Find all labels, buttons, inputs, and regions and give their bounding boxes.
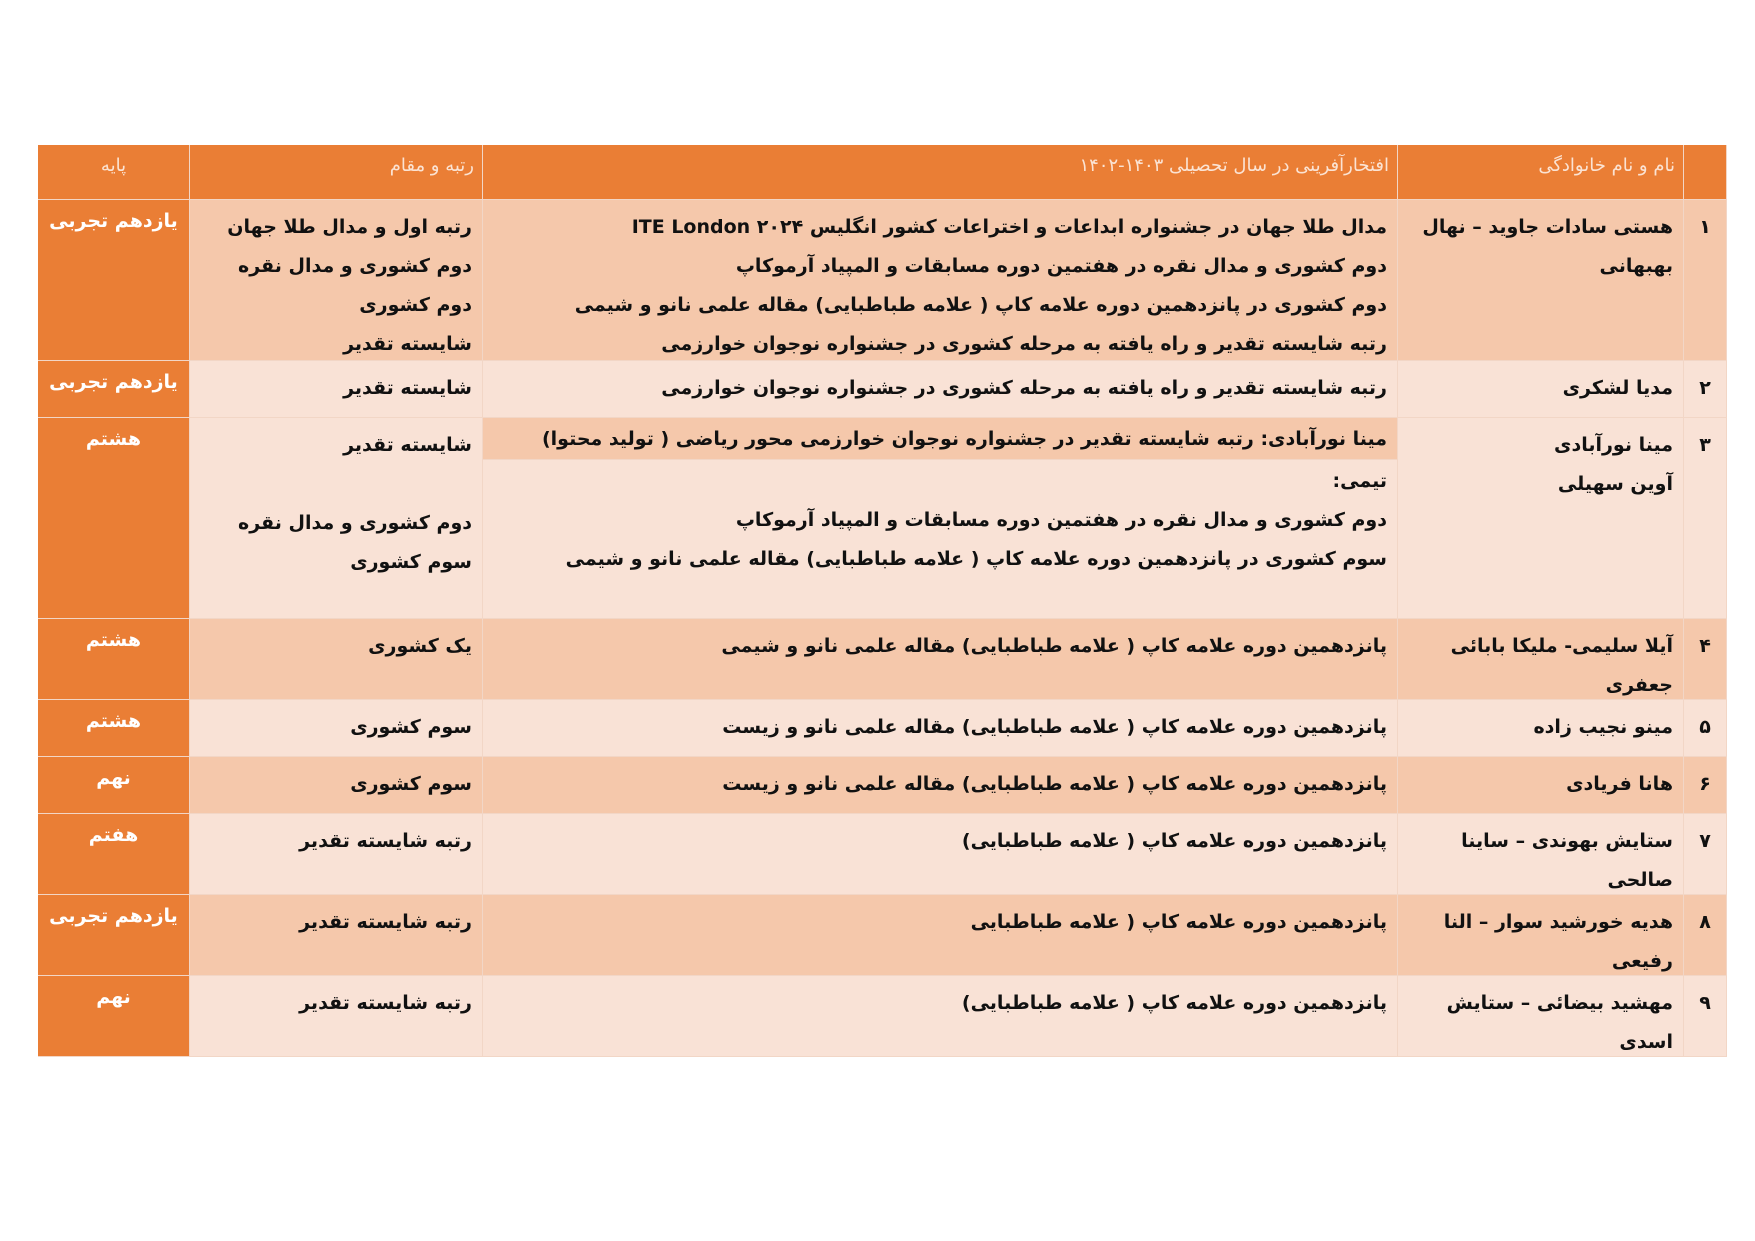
rank-cell: رتبه شایسته تقدیر bbox=[190, 895, 483, 976]
row-number: ۳ bbox=[1684, 418, 1727, 619]
rank-cell: سوم کشوری bbox=[190, 700, 483, 757]
row-number: ۴ bbox=[1684, 619, 1727, 700]
grade-cell: یازدهم تجربی bbox=[38, 895, 190, 976]
grade-cell: یازدهم تجربی bbox=[38, 200, 190, 361]
header-honors: افتخارآفرینی در سال تحصیلی ۱۴۰۳-۱۴۰۲ bbox=[483, 145, 1398, 200]
name-cell: آیلا سلیمی- ملیکا بابائی جعفری bbox=[1398, 619, 1684, 700]
grade-cell: نهم bbox=[38, 976, 190, 1057]
row-number: ۹ bbox=[1684, 976, 1727, 1057]
rank-cell: رتبه اول و مدال طلا جهان دوم کشوری و مدال نقره دوم کشوری شایسته تقدیر bbox=[190, 200, 483, 361]
grade-cell: هشتم bbox=[38, 700, 190, 757]
honors-cell: پانزدهمین دوره علامه کاپ ( علامه طباطبایی) bbox=[483, 976, 1398, 1057]
header-number bbox=[1684, 145, 1727, 200]
name-cell: هستی سادات جاوید – نهال بهبهانی bbox=[1398, 200, 1684, 361]
rank-cell: شایسته تقدیر bbox=[190, 361, 483, 418]
row-number: ۵ bbox=[1684, 700, 1727, 757]
honors-cell: رتبه شایسته تقدیر و راه یافته به مرحله کشوری در جشنواره نوجوان خوارزمی bbox=[483, 361, 1398, 418]
name-cell: مینا نورآبادی آوین سهیلی bbox=[1398, 418, 1684, 619]
header-name: نام و نام خانوادگی bbox=[1398, 145, 1684, 200]
header-grade: پایه bbox=[38, 145, 190, 200]
row-number: ۶ bbox=[1684, 757, 1727, 814]
honors-cell: پانزدهمین دوره علامه کاپ ( علامه طباطبایی) مقاله علمی نانو و زیست bbox=[483, 757, 1398, 814]
honors-cell bbox=[483, 418, 1398, 619]
row-number: ۸ bbox=[1684, 895, 1727, 976]
grade-cell: یازدهم تجربی bbox=[38, 361, 190, 418]
name-cell: ستایش بهوندی – ساینا صالحی bbox=[1398, 814, 1684, 895]
name-cell: مهشید بیضائی – ستایش اسدی bbox=[1398, 976, 1684, 1057]
row-number: ۲ bbox=[1684, 361, 1727, 418]
rank-cell: یک کشوری bbox=[190, 619, 483, 700]
honors-cell: پانزدهمین دوره علامه کاپ ( علامه طباطبایی bbox=[483, 895, 1398, 976]
grade-cell: هشتم bbox=[38, 418, 190, 619]
honors-cell: پانزدهمین دوره علامه کاپ ( علامه طباطبایی) مقاله علمی نانو و زیست bbox=[483, 700, 1398, 757]
name-cell: هدیه خورشید سوار – النا رفیعی bbox=[1398, 895, 1684, 976]
row-number: ۱ bbox=[1684, 200, 1727, 361]
row-number: ۷ bbox=[1684, 814, 1727, 895]
honors-cell: مدال طلا جهان در جشنواره ابداعات و اختراعات کشور انگلیس ITE London ۲۰۲۴ دوم کشوری و مدال نقره در هفتمین دوره مسابقات و المپیاد آرموکاپ دوم کشوری در پانزدهمین دوره علامه کاپ ( علامه طباطبایی) مقاله علمی نانو و شیمی رتبه شایسته تقدیر و راه یافته به مرحله کشوری در جشنواره نوجوان خوارزمی bbox=[483, 200, 1398, 361]
rank-cell: رتبه شایسته تقدیر bbox=[190, 814, 483, 895]
grade-cell: هشتم bbox=[38, 619, 190, 700]
honors-cell: پانزدهمین دوره علامه کاپ ( علامه طباطبایی) مقاله علمی نانو و شیمی bbox=[483, 619, 1398, 700]
header-rank: رتبه و مقام bbox=[190, 145, 483, 200]
grade-cell: نهم bbox=[38, 757, 190, 814]
rank-cell: شایسته تقدیر دوم کشوری و مدال نقره سوم کشوری bbox=[190, 418, 483, 619]
honors-cell: پانزدهمین دوره علامه کاپ ( علامه طباطبایی) bbox=[483, 814, 1398, 895]
name-cell: مدیا لشکری bbox=[1398, 361, 1684, 418]
rank-cell: سوم کشوری bbox=[190, 757, 483, 814]
grade-cell: هفتم bbox=[38, 814, 190, 895]
name-cell: مینو نجیب زاده bbox=[1398, 700, 1684, 757]
rank-cell: رتبه شایسته تقدیر bbox=[190, 976, 483, 1057]
honors-team: تیمی: دوم کشوری و مدال نقره در هفتمین دوره مسابقات و المپیاد آرموکاپ سوم کشوری در پانزدهمین دوره علامه کاپ ( علامه طباطبایی) مقاله علمی نانو و شیمی bbox=[565, 470, 1387, 570]
honors-individual: مینا نورآبادی: رتبه شایسته تقدیر در جشنواره نوجوان خوارزمی محور ریاضی ( تولید محتوا) bbox=[483, 418, 1397, 460]
honors-table bbox=[38, 145, 1727, 1057]
name-cell: هانا فریادی bbox=[1398, 757, 1684, 814]
